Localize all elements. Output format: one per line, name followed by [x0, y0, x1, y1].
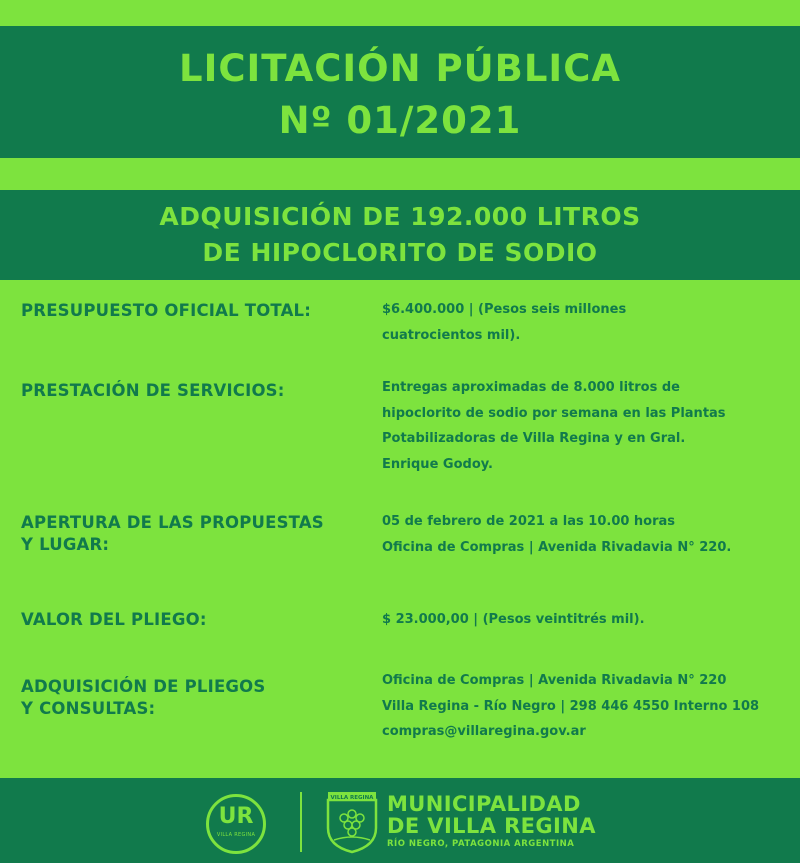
- title-line-2: Nº 01/2021: [278, 99, 522, 142]
- title-band: [0, 26, 800, 158]
- svg-text:VILLA REGINA: VILLA REGINA: [330, 795, 374, 801]
- ur-logo: UR VILLA REGINA: [206, 794, 266, 854]
- row-label: APERTURA DE LAS PROPUESTAS Y LUGAR:: [21, 513, 324, 554]
- row-value: Entregas aproximadas de 8.000 litros de hipoclorito de sodio por semana en las Plantas Potabilizadoras de Villa Regina y en Gral. Enrique Godoy.: [382, 380, 726, 472]
- subtitle-line-2: DE HIPOCLORITO DE SODIO: [202, 238, 598, 267]
- row-value: Oficina de Compras | Avenida Rivadavia N° 220 Villa Regina - Río Negro | 298 446 4550 Interno 108 compras@villaregina.gov.ar: [382, 668, 792, 745]
- row-label: ADQUISICIÓN DE PLIEGOS Y CONSULTAS:: [21, 677, 266, 718]
- row-label: PRESUPUESTO OFICIAL TOTAL:: [21, 301, 312, 320]
- row-label: VALOR DEL PLIEGO:: [21, 610, 207, 629]
- subtitle-band: [0, 190, 800, 280]
- row-value: $6.400.000 | (Pesos seis millones cuatrocientos mil).: [382, 302, 627, 343]
- email-link[interactable]: compras@villaregina.gov.ar: [382, 724, 586, 739]
- footer-band: [0, 778, 800, 863]
- municipality-name: MUNICIPALIDAD DE VILLA REGINA RÍO NEGRO, PATAGONIA ARGENTINA: [387, 792, 596, 849]
- subtitle-line-1: ADQUISICIÓN DE 192.000 LITROS: [159, 202, 641, 231]
- title-line-1: LICITACIÓN PÚBLICA: [179, 47, 621, 90]
- row-value: $ 23.000,00 | (Pesos veintitrés mil).: [382, 612, 645, 627]
- municipal-crest-icon: [324, 790, 380, 854]
- row-label: PRESTACIÓN DE SERVICIOS:: [21, 381, 285, 400]
- footer-divider: [300, 792, 302, 852]
- row-value: 05 de febrero de 2021 a las 10.00 horas Oficina de Compras | Avenida Rivadavia N° 220.: [382, 514, 732, 555]
